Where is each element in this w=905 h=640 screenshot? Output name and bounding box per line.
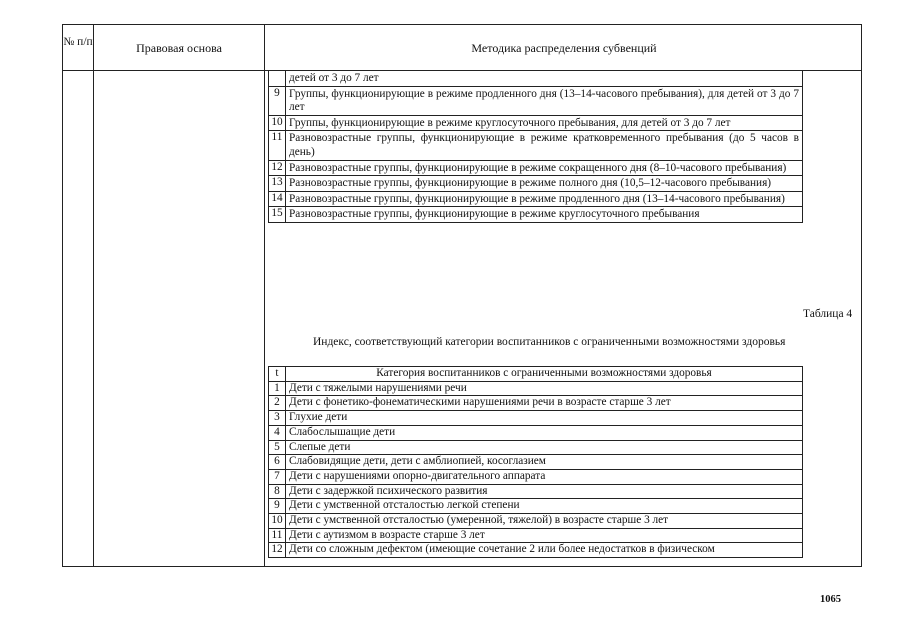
row-number: 15 xyxy=(269,207,286,223)
table-row xyxy=(269,499,803,514)
row-number xyxy=(269,71,286,87)
row-number: 1 xyxy=(269,381,286,396)
table-row xyxy=(269,176,803,192)
row-number: 10 xyxy=(269,514,286,529)
table4-ovz-categories xyxy=(268,366,803,558)
main-document-table xyxy=(62,24,862,567)
row-text: Дети с тяжелыми нарушениями речи xyxy=(286,381,803,396)
row-text: Дети с умственной отсталостью легкой степени xyxy=(286,499,803,514)
table-row xyxy=(269,86,803,115)
column-divider xyxy=(264,25,265,566)
table-row xyxy=(269,396,803,411)
row-text: Группы, функционирующие в режиме круглосуточного пребывания, для детей от 3 до 7 лет xyxy=(286,115,803,131)
table-row xyxy=(269,381,803,396)
table-row xyxy=(269,207,803,223)
row-number: 9 xyxy=(269,499,286,514)
table-row xyxy=(269,543,803,558)
row-text: Дети с аутизмом в возрасте старше 3 лет xyxy=(286,528,803,543)
table4-caption: Таблица 4 xyxy=(803,308,853,320)
table-row xyxy=(269,425,803,440)
header-methodology-column: Методика распределения субвенций xyxy=(471,41,657,55)
table-row xyxy=(269,115,803,131)
table4-head-index: t xyxy=(269,367,286,382)
table-row xyxy=(269,469,803,484)
header-legal-basis-column: Правовая основа xyxy=(136,41,222,55)
row-text: Группы, функционирующие в режиме продленного дня (13–14-часового пребывания), для детей от 3 до 7 лет xyxy=(286,86,803,115)
row-text: Слабовидящие дети, дети с амблиопией, косоглазием xyxy=(286,455,803,470)
table-row xyxy=(269,440,803,455)
row-number: 9 xyxy=(269,86,286,115)
table-row xyxy=(269,71,803,87)
table-row xyxy=(269,160,803,176)
table4-title: Индекс, соответствующий категории воспитанников с ограниченными возможностями здоровья xyxy=(313,336,786,348)
row-text: Дети с фонетико-фонематическими нарушениями речи в возрасте старше 3 лет xyxy=(286,396,803,411)
table-row xyxy=(269,455,803,470)
row-number: 11 xyxy=(269,131,286,160)
row-text: Дети с умственной отсталостью (умеренной, тяжелой) в возрасте старше 3 лет xyxy=(286,514,803,529)
row-number: 12 xyxy=(269,543,286,558)
row-number: 6 xyxy=(269,455,286,470)
row-number: 11 xyxy=(269,528,286,543)
table-row xyxy=(269,131,803,160)
row-text: детей от 3 до 7 лет xyxy=(286,71,803,87)
table4-header-row xyxy=(269,367,803,382)
row-number: 14 xyxy=(269,191,286,207)
groups-table xyxy=(268,70,803,223)
row-text: Дети с задержкой психического развития xyxy=(286,484,803,499)
row-text: Дети с нарушениями опорно-двигательного аппарата xyxy=(286,469,803,484)
row-text: Слепые дети xyxy=(286,440,803,455)
row-number: 4 xyxy=(269,425,286,440)
header-number-column: № п/п xyxy=(63,36,93,48)
table4-head-category: Категория воспитанников с ограниченными возможностями здоровья xyxy=(286,367,803,382)
column-divider xyxy=(93,25,94,566)
row-text: Разновозрастные группы, функционирующие в режиме сокращенного дня (8–10-часового пребывания) xyxy=(286,160,803,176)
table-row xyxy=(269,528,803,543)
table-row xyxy=(269,484,803,499)
row-text: Дети со сложным дефектом (имеющие сочетание 2 или более недостатков в физическом xyxy=(286,543,803,558)
row-number: 10 xyxy=(269,115,286,131)
row-number: 7 xyxy=(269,469,286,484)
table-row xyxy=(269,411,803,426)
row-number: 2 xyxy=(269,396,286,411)
row-text: Разновозрастные группы, функционирующие в режиме полного дня (10,5–12-часового пребывания) xyxy=(286,176,803,192)
page-number: 1065 xyxy=(820,594,841,605)
table-row xyxy=(269,514,803,529)
table-header-row xyxy=(63,25,861,71)
row-number: 12 xyxy=(269,160,286,176)
row-number: 13 xyxy=(269,176,286,192)
row-number: 5 xyxy=(269,440,286,455)
row-text: Слабослышащие дети xyxy=(286,425,803,440)
row-number: 8 xyxy=(269,484,286,499)
row-text: Разновозрастные группы, функционирующие в режиме кратковременного пребывания (до 5 часов в день) xyxy=(286,131,803,160)
row-text: Разновозрастные группы, функционирующие в режиме круглосуточного пребывания xyxy=(286,207,803,223)
row-text: Разновозрастные группы, функционирующие в режиме продленного дня (13–14-часового пребывания) xyxy=(286,191,803,207)
row-number: 3 xyxy=(269,411,286,426)
table-row xyxy=(269,191,803,207)
row-text: Глухие дети xyxy=(286,411,803,426)
